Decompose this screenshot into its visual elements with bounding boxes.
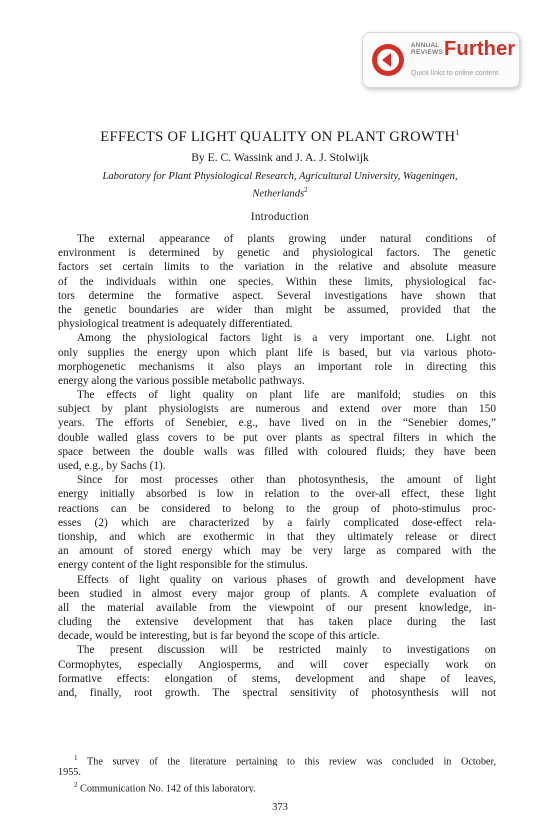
article-affiliation <box>0 170 560 201</box>
annual-reviews-further-badge[interactable] <box>362 32 520 88</box>
body-line: subject by plant physiologists are numerous and extend over more than 150 <box>58 403 496 416</box>
body-line: energy along the various possible metabolic pathways. <box>58 374 305 387</box>
body-line: The external appearance of plants growing under natural conditions of <box>77 233 496 245</box>
page-number: 373 <box>272 802 288 813</box>
title-footnote-mark[interactable]: 1 <box>455 128 460 137</box>
badge-further-label: Further <box>444 38 516 60</box>
body-line: energy content of the light responsible for the stimulus. <box>58 559 308 572</box>
footnote-1 <box>58 752 496 766</box>
body-line: physiological treatment is adequately differentiated. <box>58 318 293 331</box>
body-line: years. The efforts of Senebier, e.g., have lived on in the “Senebier domes,” <box>58 417 496 430</box>
body-line: esses (2) which are characterized by a fairly complicated dose-effect rela- <box>58 516 496 529</box>
body-line: been studied in almost every major group of plants. A complete evaluation of <box>58 587 496 600</box>
body-line: formative effects: elongation of stems, development and shape of leaves, <box>58 672 496 685</box>
body-line: cluding the extensive development that has taken place during the last <box>58 616 496 629</box>
body-line: all the material available from the viewpoint of our present knowledge, in- <box>58 601 496 614</box>
body-line: morphogenetic mechanisms it also plays an important role in directing this <box>58 360 496 373</box>
badge-quick-links[interactable]: Quick links to online content <box>411 70 499 77</box>
body-line: only supplies the energy upon which plant life is based, but via various photo- <box>58 346 496 359</box>
body-line: decade, would be interesting, but is far beyond the scope of this article. <box>58 630 380 643</box>
footnote-mark: 1 <box>74 754 78 762</box>
annual-reviews-logo-icon <box>371 43 405 77</box>
body-line: Cormophytes, especially Angiosperms, and will cover especially work on <box>58 658 496 671</box>
body-line: environment is determined by genetic and physiological factors. The genetic <box>58 247 496 260</box>
body-line: used, e.g., by Sachs (1). <box>58 460 166 472</box>
footnote-text: The survey of the literature pertaining to this review was concluded in October, <box>87 756 496 766</box>
body-line: reactions can be considered to belong to the group of photo-stimulus proc- <box>58 502 496 515</box>
article-authors: By E. C. Wassink and J. A. J. Stolwijk <box>191 151 369 164</box>
body-line: Effects of light quality on various phases of growth and development have <box>77 573 496 586</box>
body-line: tors determine the formative aspect. Several investigations have shown that <box>58 289 496 302</box>
body-line: the genetic boundaries are wider than might be assumed, provided that the <box>58 303 496 316</box>
affiliation-line2: Netherlands <box>252 188 305 200</box>
body-line: and, finally, root growth. The spectral sensitivity of photosynthesis will not <box>58 687 496 699</box>
section-heading-introduction: Introduction <box>250 211 310 223</box>
badge-brand-line2: REVIEWS <box>411 49 444 56</box>
body-line: an amount of stored energy which may be very large as compared with the <box>58 545 496 558</box>
body-line: The effects of light quality on plant life are manifold; studies on this <box>77 389 496 402</box>
footnote-2 <box>58 779 496 793</box>
article-body <box>58 232 496 700</box>
article-title <box>0 128 560 146</box>
affiliation-line1: Laboratory for Plant Physiological Research, Agricultural University, Wageningen, <box>102 171 458 182</box>
footnote-text: Communication No. 142 of this laboratory. <box>80 783 256 793</box>
footnote-1-continued: 1955. <box>58 766 81 778</box>
body-line: tionship, and which are exothermic in that they ultimately release or direct <box>58 530 496 543</box>
affiliation-footnote-mark[interactable]: 2 <box>304 185 308 194</box>
body-line: Since for most processes other than photosynthesis, the amount of light <box>77 474 496 487</box>
body-line: The present discussion will be restricted mainly to investigations on <box>77 644 496 657</box>
body-line: space between the double walls was filled with coloured fluids; they have been <box>58 445 496 458</box>
body-line: of the individuals within one species. Within these limits, physiological fac- <box>58 275 496 288</box>
badge-brand <box>411 42 443 56</box>
body-line: Among the physiological factors light is a very important one. Light not <box>77 332 496 345</box>
footnotes <box>58 752 496 793</box>
footnote-mark: 2 <box>74 781 78 790</box>
body-line: energy initially absorbed is low in relation to the over-all effect, these light <box>58 488 496 501</box>
badge-brand-line1: ANNUAL <box>411 42 440 49</box>
body-line: double walled glass covers to be put over plants as spectral filters in which the <box>58 431 496 444</box>
article-title-text: EFFECTS OF LIGHT QUALITY ON PLANT GROWTH <box>100 128 456 145</box>
body-line: factors set certain limits to the variation in the relative and absolute measure <box>58 261 496 274</box>
